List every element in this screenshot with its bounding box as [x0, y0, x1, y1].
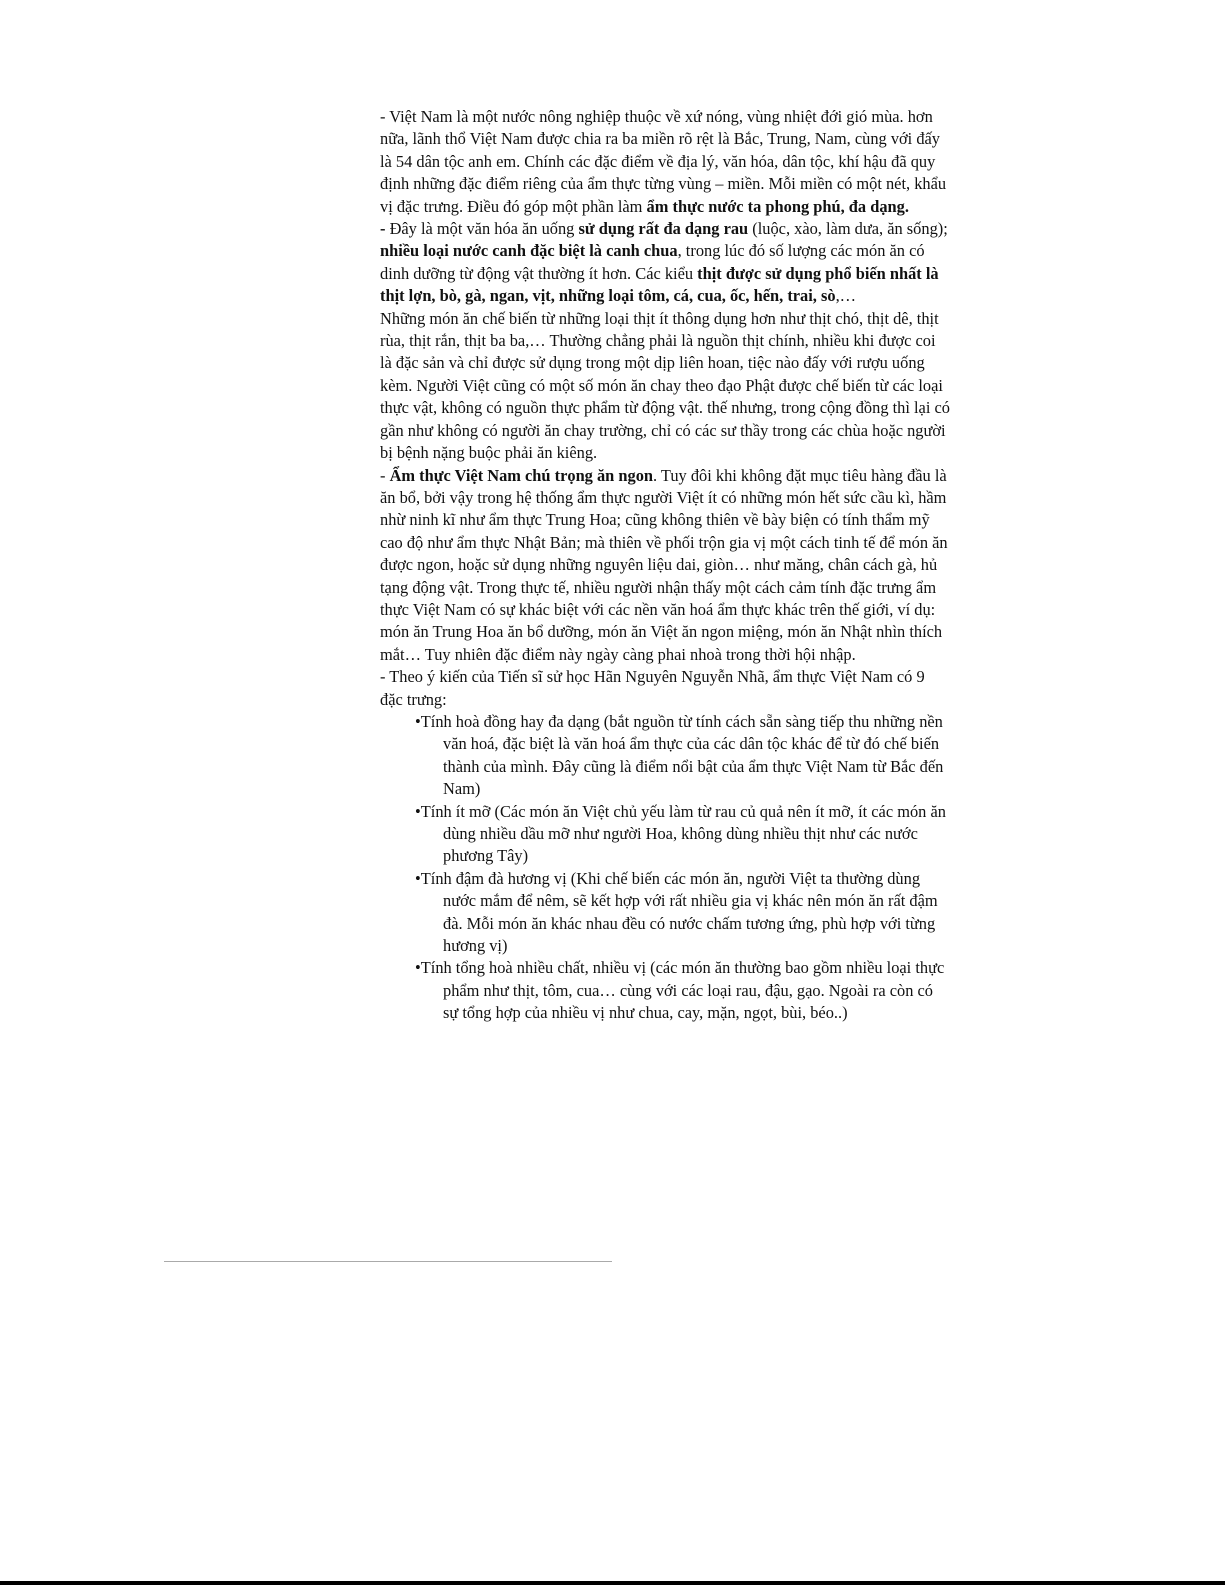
taste-dash: - — [380, 465, 390, 485]
vegetables-text-4: ,… — [835, 286, 857, 306]
page-bottom-edge — [0, 1581, 1225, 1585]
taste-text: . Tuy đôi khi không đặt mục tiêu hàng đầu là ăn bổ, bởi vậy trong hệ thống ẩm thực người Việt ít có những món hết sức cầu kì, hầm nhừ ninh kĩ như ẩm thực Trung Hoa; cũng không thiên về bày biện có tính thẩm mỹ cao độ như ẩm thực Nhật Bản; mà thiên về phối trộn gia vị một cách tinh tế để món ăn được ngon, hoặc sử dụng những nguyên liệu dai, giòn… như măng, chân cách gà, hủ tạng động vật. Trong thực tế, nhiều người nhận thấy một cách cảm tính đặc trưng ẩm thực Việt Nam có sự khác biệt với các nền văn hoá ẩm thực khác trên thế giới, ví dụ: món ăn Trung Hoa ăn bổ dưỡng, món ăn Việt ăn ngon miệng, món ăn Nhật nhìn thích mắt… Tuy nhiên đặc điểm này ngày càng phai nhoà trong thời hội nhập. — [380, 465, 948, 664]
vegetables-emphasis-3: thịt được sử dụng phổ biến nhất là thịt lợn, bò, gà, ngan, vịt, những loại tôm, cá, cua, ốc, hến, trai, sò — [380, 263, 939, 306]
list-item: •Tính hoà đồng hay đa dạng (bắt nguồn từ tính cách sẵn sàng tiếp thu những nền văn hoá, đặc biệt là văn hoá ẩm thực của các dân tộc khác để từ đó chế biến thành của mình. Đây cũng là điểm nổi bật của ẩm thực Việt Nam từ Bắc đến Nam) — [415, 711, 944, 799]
geography-emphasis: ẩm thực nước ta phong phú, đa dạng. — [646, 196, 909, 216]
characteristics-list — [380, 711, 950, 1025]
paragraph-taste — [380, 465, 950, 667]
vegetables-dash: - — [380, 219, 390, 239]
vegetables-text-3: , trong lúc đó số lượng các món ăn có dinh dưỡng từ động vật thường ít hơn. Các kiểu — [380, 241, 925, 283]
bullet-icon: • — [415, 711, 421, 731]
document-body — [380, 106, 950, 1025]
list-item: •Tính đậm đà hương vị (Khi chế biến các món ăn, người Việt ta thường dùng nước mắm để nêm, sẽ kết hợp với rất nhiều gia vị khác nên món ăn rất đậm đà. Mỗi món ăn khác nhau đều có nước chấm tương ứng, phù hợp với từng hương vị) — [415, 868, 938, 956]
taste-emphasis: Ẩm thực Việt Nam chú trọng ăn ngon — [389, 465, 654, 485]
paragraph-characteristics-intro: - Theo ý kiến của Tiến sĩ sử học Hãn Nguyên Nguyễn Nhã, ẩm thực Việt Nam có 9 đặc trưng: — [380, 667, 925, 709]
paragraph-meats: Những món ăn chế biến từ những loại thịt ít thông dụng hơn như thịt chó, thịt dê, thịt rùa, thịt rắn, thịt ba ba,… Thường chẳng phải là nguồn thịt chính, nhiều khi được coi là đặc sản và chỉ được sử dụng trong một dịp liên hoan, tiệc nào đấy với rượu uống kèm. Người Việt cũng có một số món ăn chay theo đạo Phật được chế biến từ các loại thực vật, không có nguồn thực phẩm từ động vật. thế nhưng, trong cộng đồng thì lại có gần như không có người ăn chay trường, chỉ có các sư thầy trong các chùa hoặc người bị bệnh nặng buộc phải ăn kiêng. — [380, 308, 950, 463]
vegetables-text-2: (luộc, xào, làm dưa, ăn sống); — [748, 219, 948, 239]
paragraph-geography — [380, 106, 950, 218]
geography-text: - Việt Nam là một nước nông nghiệp thuộc về xứ nóng, vùng nhiệt đới gió mùa. hơn nữa, lãnh thổ Việt Nam được chia ra ba miền rõ rệt là Bắc, Trung, Nam, cùng với đấy là 54 dân tộc anh em. Chính các đặc điểm về địa lý, văn hóa, dân tộc, khí hậu đã quy định những đặc điểm riêng của ẩm thực từng vùng – miền. Mỗi miền có một nét, khẩu vị đặc trưng. Điều đó góp một phần làm — [380, 107, 947, 216]
footnote-separator — [164, 1261, 612, 1262]
bullet-icon: • — [415, 868, 421, 888]
paragraph-vegetables — [380, 218, 950, 308]
vegetables-emphasis-1: sử dụng rất đa dạng rau — [578, 219, 749, 239]
list-item: •Tính tổng hoà nhiều chất, nhiều vị (các món ăn thường bao gồm nhiều loại thực phẩm như thịt, tôm, cua… cùng với các loại rau, đậu, gạo. Ngoài ra còn có sự tổng hợp của nhiều vị như chua, cay, mặn, ngọt, bùi, béo..) — [415, 958, 945, 1023]
list-item: •Tính ít mỡ (Các món ăn Việt chủ yếu làm từ rau củ quả nên ít mỡ, ít các món ăn dùng nhiều dầu mỡ như người Hoa, không dùng nhiều thịt như các nước phương Tây) — [415, 801, 946, 866]
vegetables-text-1: Đây là một văn hóa ăn uống — [389, 219, 579, 239]
bullet-icon: • — [415, 801, 421, 821]
vegetables-emphasis-2: nhiều loại nước canh đặc biệt là canh chua — [380, 241, 678, 261]
bullet-icon: • — [415, 958, 421, 978]
